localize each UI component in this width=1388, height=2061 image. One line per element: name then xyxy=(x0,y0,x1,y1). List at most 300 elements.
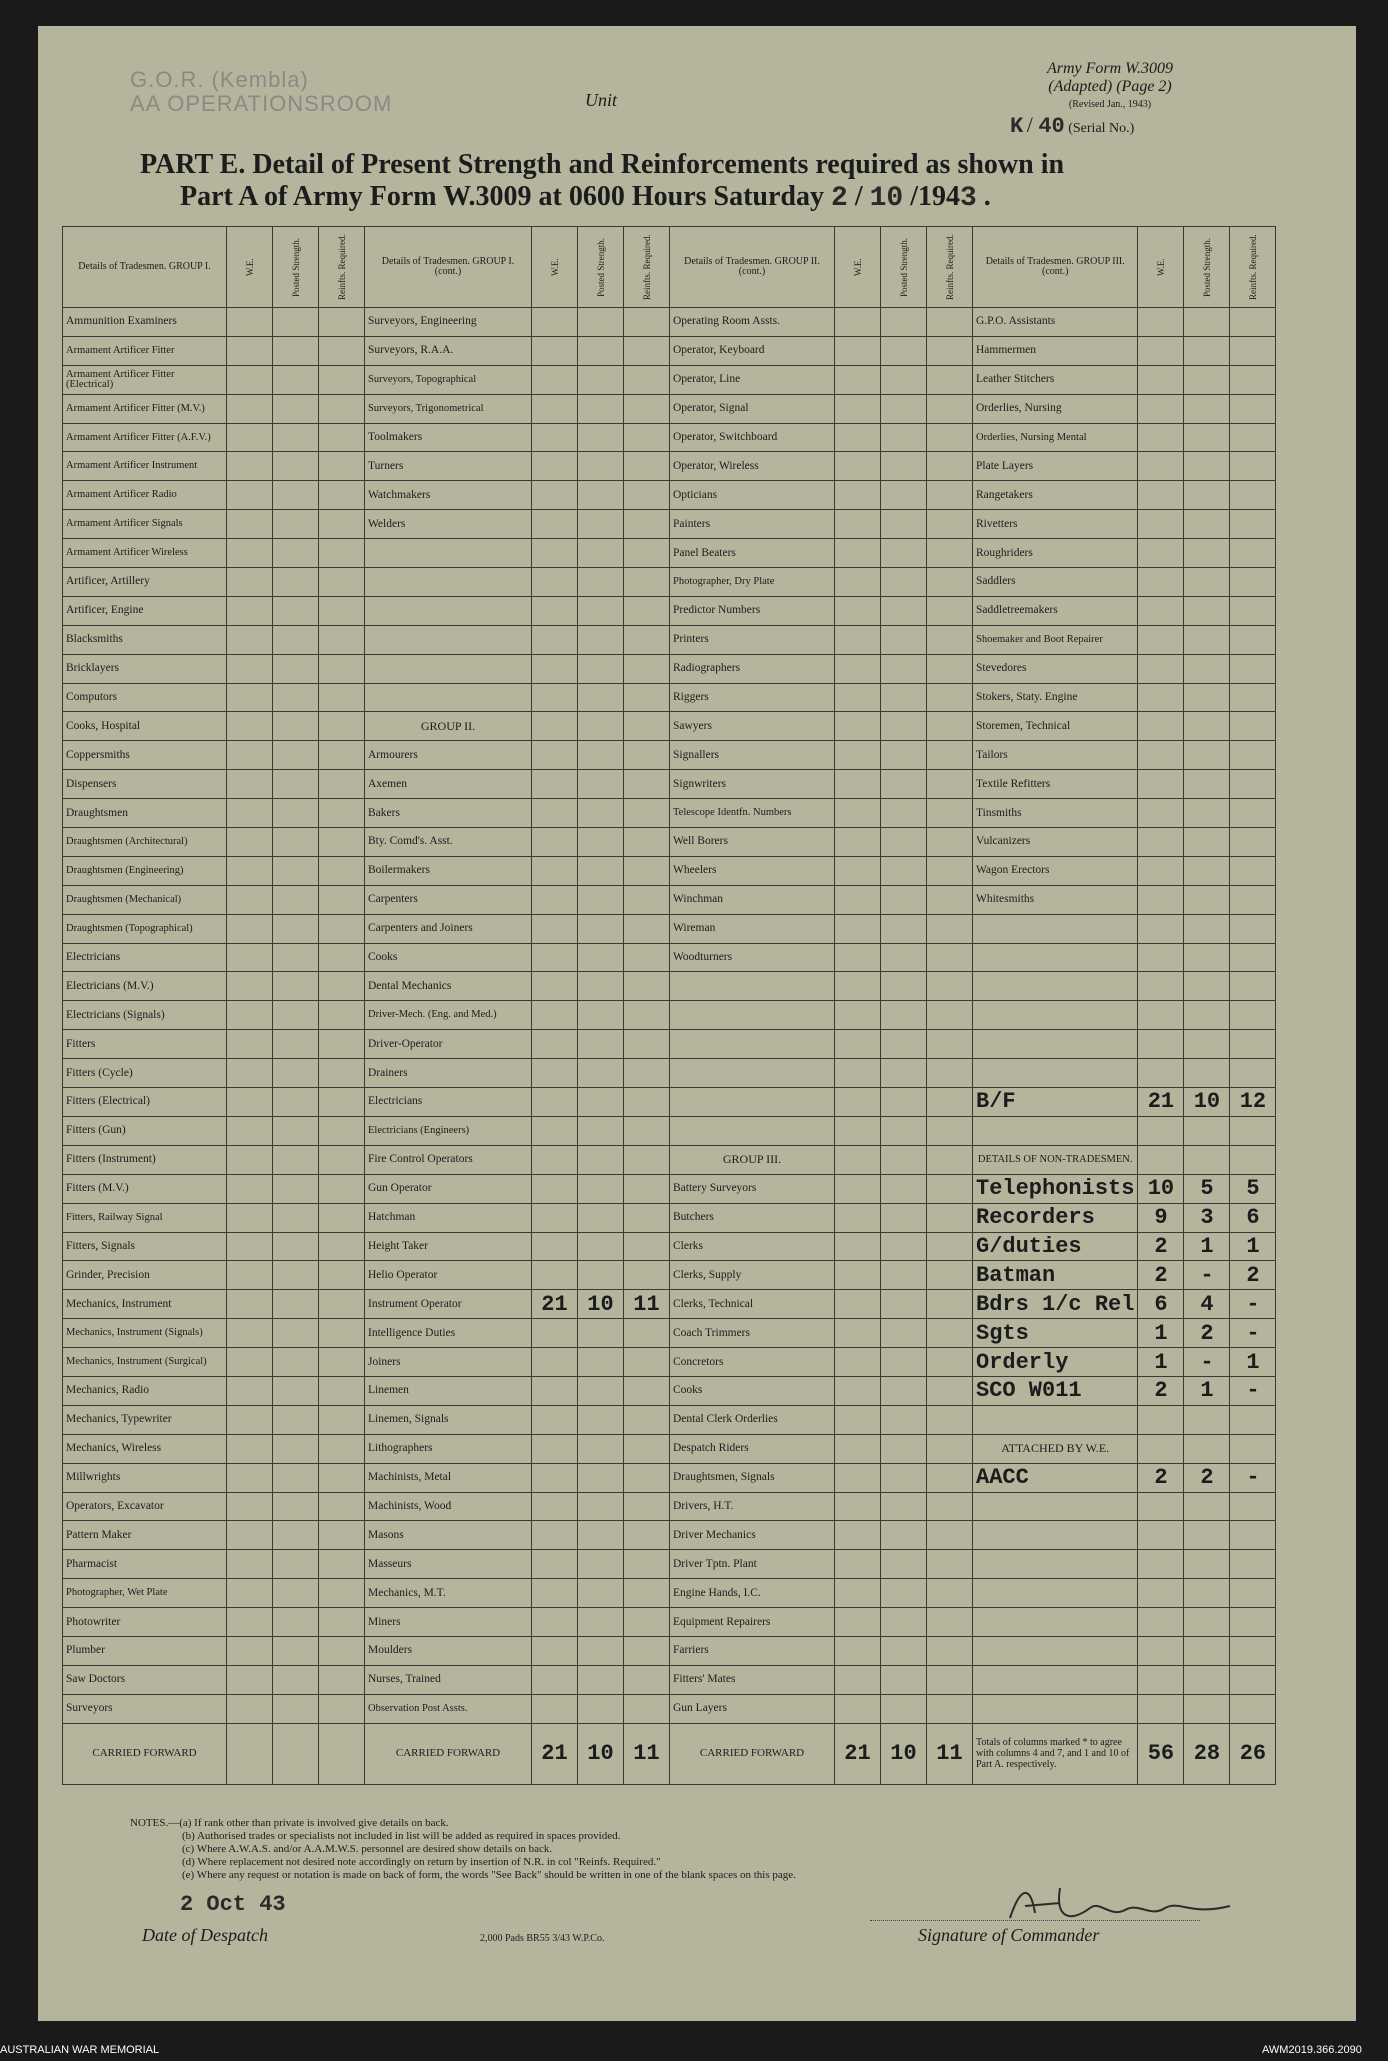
value-cell xyxy=(319,1694,365,1723)
value-cell xyxy=(273,972,319,1001)
trade-label: ATTACHED BY W.E. xyxy=(973,1434,1138,1463)
value-cell xyxy=(835,1088,881,1117)
value-cell xyxy=(1230,481,1276,510)
value-cell xyxy=(227,1261,273,1290)
table-row xyxy=(63,1174,1276,1203)
trade-label: Grinder, Precision xyxy=(63,1261,227,1290)
value-cell xyxy=(624,1088,670,1117)
value-cell xyxy=(578,972,624,1001)
value-cell xyxy=(532,596,578,625)
trade-label: Lithographers xyxy=(365,1434,532,1463)
value-cell xyxy=(273,1665,319,1694)
value-cell xyxy=(1138,1665,1184,1694)
value-cell xyxy=(578,943,624,972)
value-cell xyxy=(1230,539,1276,568)
trade-label: Surveyors, Engineering xyxy=(365,308,532,337)
value-cell xyxy=(624,1232,670,1261)
value-cell xyxy=(227,1463,273,1492)
value-cell xyxy=(578,1348,624,1377)
table-row xyxy=(63,914,1276,943)
value-cell xyxy=(881,1376,927,1405)
cf-g1c-we: 21 xyxy=(532,1723,578,1784)
value-cell xyxy=(227,596,273,625)
value-cell xyxy=(532,972,578,1001)
value-cell xyxy=(1184,1116,1230,1145)
value-cell xyxy=(532,799,578,828)
trade-label xyxy=(365,596,532,625)
unit-stamp: G.O.R. (Kembla) AA OPERATIONSROOM xyxy=(130,67,393,116)
trade-label: SCO W011 xyxy=(973,1376,1138,1405)
value-cell xyxy=(532,654,578,683)
trade-label: Storemen, Technical xyxy=(973,712,1138,741)
trade-label: Ammunition Examiners xyxy=(63,308,227,337)
value-cell xyxy=(881,1694,927,1723)
value-cell xyxy=(319,1059,365,1088)
value-cell xyxy=(1230,712,1276,741)
value-cell xyxy=(578,1001,624,1030)
form-reference: Army Form W.3009 (Adapted) (Page 2) (Revised Jan., 1943) xyxy=(1046,60,1174,110)
trade-label: Orderlies, Nursing Mental xyxy=(973,423,1138,452)
value-cell xyxy=(1138,1492,1184,1521)
value-cell: 21 xyxy=(1138,1088,1184,1117)
value-cell xyxy=(881,1665,927,1694)
table-row xyxy=(63,596,1276,625)
trade-label: Wheelers xyxy=(670,856,835,885)
carried-forward-label: CARRIED FORWARD xyxy=(63,1723,227,1784)
value-cell xyxy=(319,625,365,654)
value-cell xyxy=(927,1001,973,1030)
value-cell xyxy=(927,914,973,943)
value-cell xyxy=(927,1636,973,1665)
value-cell xyxy=(227,1521,273,1550)
value-cell xyxy=(1184,683,1230,712)
table-row xyxy=(63,885,1276,914)
value-cell xyxy=(273,1174,319,1203)
value-cell xyxy=(1138,1579,1184,1608)
value-cell xyxy=(1184,596,1230,625)
value-cell xyxy=(624,510,670,539)
value-cell xyxy=(927,1434,973,1463)
value-cell xyxy=(319,308,365,337)
value-cell xyxy=(624,1463,670,1492)
value-cell xyxy=(881,1290,927,1319)
value-cell xyxy=(578,1088,624,1117)
note-line: (d) Where replacement not desired note accordingly on return by insertion of N.R. in col "Reinfs. Required." xyxy=(182,1856,661,1868)
total-reinfts: 26 xyxy=(1230,1723,1276,1784)
trade-label xyxy=(973,1001,1138,1030)
value-cell xyxy=(927,1290,973,1319)
value-cell xyxy=(1230,1059,1276,1088)
value-cell xyxy=(927,1348,973,1377)
trade-label xyxy=(973,1030,1138,1059)
value-cell xyxy=(927,943,973,972)
value-cell xyxy=(1184,1145,1230,1174)
value-cell xyxy=(227,1059,273,1088)
value-cell xyxy=(881,308,927,337)
value-cell xyxy=(273,423,319,452)
value-cell xyxy=(835,1001,881,1030)
value-cell xyxy=(227,799,273,828)
value-cell xyxy=(1184,1492,1230,1521)
value-cell xyxy=(1230,1665,1276,1694)
value-cell xyxy=(532,1434,578,1463)
value-cell xyxy=(532,1203,578,1232)
trade-label: Draughtsmen (Mechanical) xyxy=(63,885,227,914)
value-cell xyxy=(927,770,973,799)
trade-label: Artificer, Artillery xyxy=(63,568,227,597)
trade-label: Bdrs 1/c Rel xyxy=(973,1290,1138,1319)
trade-label: Axemen xyxy=(365,770,532,799)
value-cell xyxy=(227,1550,273,1579)
table-row xyxy=(63,828,1276,857)
value-cell xyxy=(227,885,273,914)
value-cell xyxy=(578,365,624,394)
trade-label: Vulcanizers xyxy=(973,828,1138,857)
trade-label: Fitters (Cycle) xyxy=(63,1059,227,1088)
value-cell xyxy=(1138,539,1184,568)
value-cell xyxy=(273,1694,319,1723)
cf-g1c-posted: 10 xyxy=(578,1723,624,1784)
value-cell: 2 xyxy=(1138,1232,1184,1261)
value-cell xyxy=(273,799,319,828)
table-row xyxy=(63,1579,1276,1608)
trade-label: Operator, Wireless xyxy=(670,452,835,481)
header-posted: Posted Strength. xyxy=(881,227,927,308)
value-cell xyxy=(273,1088,319,1117)
value-cell xyxy=(835,481,881,510)
value-cell xyxy=(624,1405,670,1434)
value-cell xyxy=(319,1174,365,1203)
value-cell xyxy=(273,1116,319,1145)
trade-label: Armament Artificer Instrument xyxy=(63,452,227,481)
value-cell xyxy=(835,1145,881,1174)
value-cell xyxy=(532,423,578,452)
table-row xyxy=(63,481,1276,510)
value-cell xyxy=(1138,885,1184,914)
trade-label: DETAILS OF NON-TRADESMEN. xyxy=(973,1145,1138,1174)
value-cell xyxy=(881,799,927,828)
value-cell xyxy=(624,712,670,741)
trade-label: Photographer, Wet Plate xyxy=(63,1579,227,1608)
value-cell xyxy=(578,1405,624,1434)
value-cell xyxy=(319,510,365,539)
carried-forward-label: CARRIED FORWARD xyxy=(365,1723,532,1784)
table-row xyxy=(63,1492,1276,1521)
trade-label: Armament Artificer Signals xyxy=(63,510,227,539)
trade-label xyxy=(973,1059,1138,1088)
value-cell: 9 xyxy=(1138,1203,1184,1232)
value-cell xyxy=(1184,943,1230,972)
value-cell xyxy=(624,885,670,914)
value-cell xyxy=(927,365,973,394)
value-cell xyxy=(1184,712,1230,741)
value-cell xyxy=(319,1521,365,1550)
note-line: (c) Where A.W.A.S. and/or A.A.M.W.S. personnel are desired show details on back. xyxy=(182,1843,553,1855)
value-cell xyxy=(319,1116,365,1145)
value-cell xyxy=(881,1174,927,1203)
value-cell xyxy=(1230,365,1276,394)
trade-label: Surveyors xyxy=(63,1694,227,1723)
value-cell xyxy=(927,1694,973,1723)
value-cell xyxy=(578,336,624,365)
value-cell xyxy=(835,741,881,770)
value-cell xyxy=(835,943,881,972)
value-cell xyxy=(881,914,927,943)
value-cell xyxy=(227,365,273,394)
value-cell xyxy=(881,654,927,683)
value-cell xyxy=(927,799,973,828)
value-cell xyxy=(881,596,927,625)
trade-label: Plate Layers xyxy=(973,452,1138,481)
value-cell xyxy=(1184,1434,1230,1463)
value-cell xyxy=(578,1203,624,1232)
value-cell xyxy=(227,828,273,857)
trade-label: Nurses, Trained xyxy=(365,1665,532,1694)
trade-label: Watchmakers xyxy=(365,481,532,510)
value-cell xyxy=(532,1405,578,1434)
header-group2-cont: Details of Tradesmen. GROUP II. (cont.) xyxy=(670,227,835,308)
value-cell xyxy=(1138,712,1184,741)
trade-label: Pattern Maker xyxy=(63,1521,227,1550)
value-cell xyxy=(319,1376,365,1405)
value-cell xyxy=(532,1348,578,1377)
value-cell xyxy=(1184,856,1230,885)
value-cell xyxy=(835,1059,881,1088)
trade-label xyxy=(670,972,835,1001)
value-cell xyxy=(1230,1030,1276,1059)
trade-label: Mechanics, Instrument (Signals) xyxy=(63,1319,227,1348)
value-cell: 1 xyxy=(1184,1232,1230,1261)
value-cell xyxy=(532,770,578,799)
value-cell xyxy=(881,423,927,452)
value-cell: 5 xyxy=(1184,1174,1230,1203)
value-cell xyxy=(227,1434,273,1463)
value-cell xyxy=(319,1636,365,1665)
trade-label: Fitters (Gun) xyxy=(63,1116,227,1145)
value-cell xyxy=(927,1203,973,1232)
value-cell xyxy=(624,1434,670,1463)
value-cell: 10 xyxy=(1138,1174,1184,1203)
value-cell xyxy=(927,1521,973,1550)
table-row xyxy=(63,1348,1276,1377)
value-cell xyxy=(227,1145,273,1174)
value-cell xyxy=(227,1579,273,1608)
value-cell xyxy=(835,828,881,857)
serial-number: K / 40 (Serial No.) xyxy=(1010,112,1135,139)
value-cell xyxy=(1138,828,1184,857)
value-cell xyxy=(319,741,365,770)
value-cell xyxy=(578,308,624,337)
value-cell xyxy=(624,683,670,712)
value-cell xyxy=(835,452,881,481)
trade-label: Toolmakers xyxy=(365,423,532,452)
value-cell xyxy=(532,1608,578,1637)
value-cell xyxy=(1138,1434,1184,1463)
value-cell xyxy=(1138,625,1184,654)
value-cell xyxy=(881,510,927,539)
value-cell: 6 xyxy=(1138,1290,1184,1319)
trade-label: Painters xyxy=(670,510,835,539)
value-cell xyxy=(927,1463,973,1492)
value-cell xyxy=(624,1059,670,1088)
value-cell xyxy=(835,972,881,1001)
value-cell xyxy=(835,1550,881,1579)
value-cell xyxy=(624,914,670,943)
value-cell xyxy=(1138,423,1184,452)
value-cell xyxy=(1184,1521,1230,1550)
value-cell xyxy=(578,1521,624,1550)
value-cell xyxy=(624,1376,670,1405)
table-row xyxy=(63,539,1276,568)
note-line: (e) Where any request or notation is made on back of form, the words "See Back" should be written in one of the blank spaces on this page. xyxy=(182,1869,796,1881)
value-cell xyxy=(927,1608,973,1637)
value-cell xyxy=(578,1434,624,1463)
value-cell xyxy=(624,1665,670,1694)
value-cell xyxy=(1184,972,1230,1001)
value-cell xyxy=(881,1348,927,1377)
value-cell xyxy=(1230,683,1276,712)
value-cell xyxy=(227,308,273,337)
trade-label xyxy=(670,1001,835,1030)
trade-label: Hammermen xyxy=(973,336,1138,365)
header-posted: Posted Strength. xyxy=(578,227,624,308)
value-cell xyxy=(835,770,881,799)
value-cell xyxy=(624,539,670,568)
value-cell xyxy=(881,828,927,857)
value-cell xyxy=(624,1261,670,1290)
value-cell xyxy=(835,1434,881,1463)
table-row xyxy=(63,1521,1276,1550)
table-row xyxy=(63,1290,1276,1319)
value-cell xyxy=(835,856,881,885)
value-cell xyxy=(578,1550,624,1579)
table-row xyxy=(63,1319,1276,1348)
value-cell xyxy=(319,1261,365,1290)
trade-label: Gun Layers xyxy=(670,1694,835,1723)
value-cell xyxy=(319,1203,365,1232)
value-cell xyxy=(624,1030,670,1059)
value-cell xyxy=(273,596,319,625)
value-cell xyxy=(273,510,319,539)
value-cell xyxy=(1138,943,1184,972)
value-cell xyxy=(624,799,670,828)
trade-label xyxy=(973,1608,1138,1637)
value-cell xyxy=(881,336,927,365)
value-cell xyxy=(1230,799,1276,828)
despatch-date: 2 Oct 43 xyxy=(180,1892,286,1917)
table-row xyxy=(63,1145,1276,1174)
trade-label: Operator, Signal xyxy=(670,394,835,423)
value-cell xyxy=(578,596,624,625)
table-row xyxy=(63,1232,1276,1261)
value-cell xyxy=(881,539,927,568)
value-cell: 12 xyxy=(1230,1088,1276,1117)
value-cell xyxy=(624,654,670,683)
value-cell xyxy=(1138,1608,1184,1637)
value-cell xyxy=(532,1088,578,1117)
value-cell xyxy=(578,683,624,712)
value-cell xyxy=(1230,1550,1276,1579)
value-cell xyxy=(319,568,365,597)
value-cell xyxy=(1230,1636,1276,1665)
trade-label: GROUP III. xyxy=(670,1145,835,1174)
value-cell xyxy=(1138,1550,1184,1579)
header-reinfts: Reinfts. Required. xyxy=(1230,227,1276,308)
value-cell xyxy=(835,365,881,394)
trade-label xyxy=(973,943,1138,972)
value-cell xyxy=(273,394,319,423)
value-cell xyxy=(578,481,624,510)
value-cell xyxy=(927,1059,973,1088)
value-cell xyxy=(881,1521,927,1550)
trade-label: Operators, Excavator xyxy=(63,1492,227,1521)
value-cell xyxy=(927,828,973,857)
trade-label: Rangetakers xyxy=(973,481,1138,510)
value-cell: - xyxy=(1230,1463,1276,1492)
value-cell xyxy=(1230,972,1276,1001)
form-notes xyxy=(130,1817,796,1882)
value-cell xyxy=(927,1579,973,1608)
value-cell xyxy=(927,1261,973,1290)
value-cell xyxy=(578,1694,624,1723)
trade-label: Draughtsmen (Architectural) xyxy=(63,828,227,857)
value-cell xyxy=(835,1203,881,1232)
value-cell xyxy=(835,1636,881,1665)
value-cell xyxy=(319,1145,365,1174)
value-cell xyxy=(1184,423,1230,452)
value-cell xyxy=(927,394,973,423)
value-cell xyxy=(227,1694,273,1723)
value-cell xyxy=(578,828,624,857)
unit-label: Unit xyxy=(585,90,618,110)
value-cell xyxy=(227,654,273,683)
value-cell xyxy=(1184,308,1230,337)
value-cell xyxy=(881,625,927,654)
value-cell: 5 xyxy=(1230,1174,1276,1203)
value-cell xyxy=(319,683,365,712)
table-row xyxy=(63,1636,1276,1665)
value-cell xyxy=(319,972,365,1001)
trade-label: Armament Artificer Fitter (Electrical) xyxy=(63,365,227,394)
trade-label: Welders xyxy=(365,510,532,539)
value-cell xyxy=(835,712,881,741)
trade-label: Mechanics, Wireless xyxy=(63,1434,227,1463)
value-cell xyxy=(835,1290,881,1319)
value-cell xyxy=(227,914,273,943)
value-cell xyxy=(835,308,881,337)
value-cell xyxy=(1184,481,1230,510)
value-cell xyxy=(1184,539,1230,568)
trade-label: Coach Trimmers xyxy=(670,1319,835,1348)
table-row xyxy=(63,452,1276,481)
value-cell xyxy=(532,885,578,914)
trade-label xyxy=(365,683,532,712)
value-cell xyxy=(273,654,319,683)
value-cell xyxy=(835,1348,881,1377)
value-cell xyxy=(624,365,670,394)
trade-label: Saddlers xyxy=(973,568,1138,597)
value-cell xyxy=(532,1174,578,1203)
value-cell xyxy=(319,481,365,510)
value-cell: 3 xyxy=(1184,1203,1230,1232)
value-cell xyxy=(881,1319,927,1348)
trade-label xyxy=(670,1088,835,1117)
value-cell: 2 xyxy=(1230,1261,1276,1290)
value-cell xyxy=(927,625,973,654)
trade-label: Electricians (Signals) xyxy=(63,1001,227,1030)
trade-label: Despatch Riders xyxy=(670,1434,835,1463)
trade-label: Observation Post Assts. xyxy=(365,1694,532,1723)
